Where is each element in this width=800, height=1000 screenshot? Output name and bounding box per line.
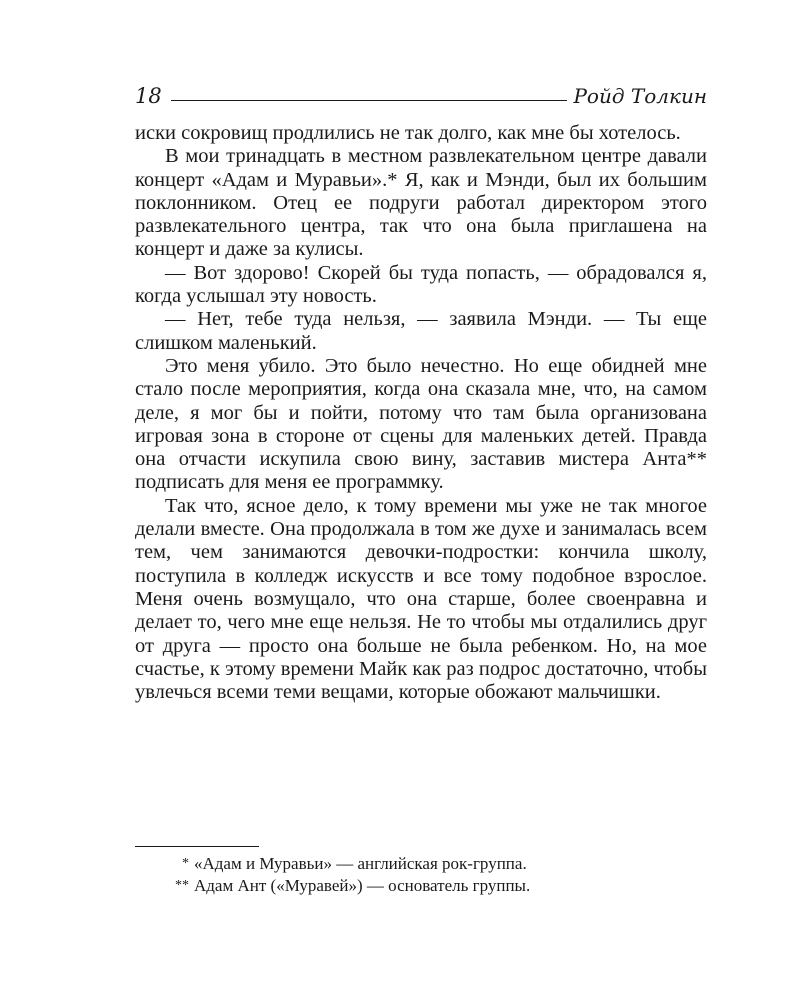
running-head [135,82,707,110]
paragraph: — Вот здорово! Скорей бы туда попасть, — обрадовался я, когда услышал эту новость. [135,261,707,308]
footnote-mark: ** [175,878,189,893]
body-text [135,122,707,704]
footnote-rule [135,846,259,847]
footnote-mark: * [182,856,189,871]
footnote [135,853,707,875]
footnote-text: Адам Ант («Муравей») — основатель группы. [194,876,531,895]
paragraph: Так что, ясное дело, к тому времени мы уже не так многое делали вместе. Она продолжала в том же духе и занималась всем тем, чем занимаются девочки-подростки: кончила школу, поступила в колледж искусств и все тому подобное взрослое. Меня очень возмущало, что она старше, более своенравна и делает то, чего мне еще нельзя. Не то чтобы мы отдалились друг от друга — просто она больше не была ребенком. Но, на мое счастье, к этому времени Майк как раз подрос достаточно, чтобы увлечься всеми теми вещами, которые обожают мальчишки. [135,494,707,704]
running-head-author: Ройд Толкин [573,84,707,108]
footnote-text: «Адам и Муравьи» — английская рок-группа. [194,854,527,873]
footnotes [135,853,707,897]
footnote [135,875,707,897]
header-rule [171,100,567,101]
paragraph: В мои тринадцать в местном развлекательном центре давали концерт «Адам и Муравьи».* Я, как и Мэнди, был их большим поклонником. Отец ее подруги работал директором этого развлекательного центра, так что она была приглашена на концерт и даже за кулисы. [135,145,707,261]
page-number: 18 [135,84,162,108]
paragraph: Это меня убило. Это было нечестно. Но еще обидней мне стало после мероприятия, когда она сказала мне, что, на самом деле, я мог бы и пойти, потому что там была организована игровая зона в стороне от сцены для маленьких детей. Правда она отчасти искупила свою вину, заставив мистера Анта** подписать для меня ее программку. [135,354,707,494]
paragraph: — Нет, тебе туда нельзя, — заявила Мэнди. — Ты еще слишком маленький. [135,308,707,354]
paragraph: иски сокровищ продлились не так долго, как мне бы хотелось. [135,122,681,144]
